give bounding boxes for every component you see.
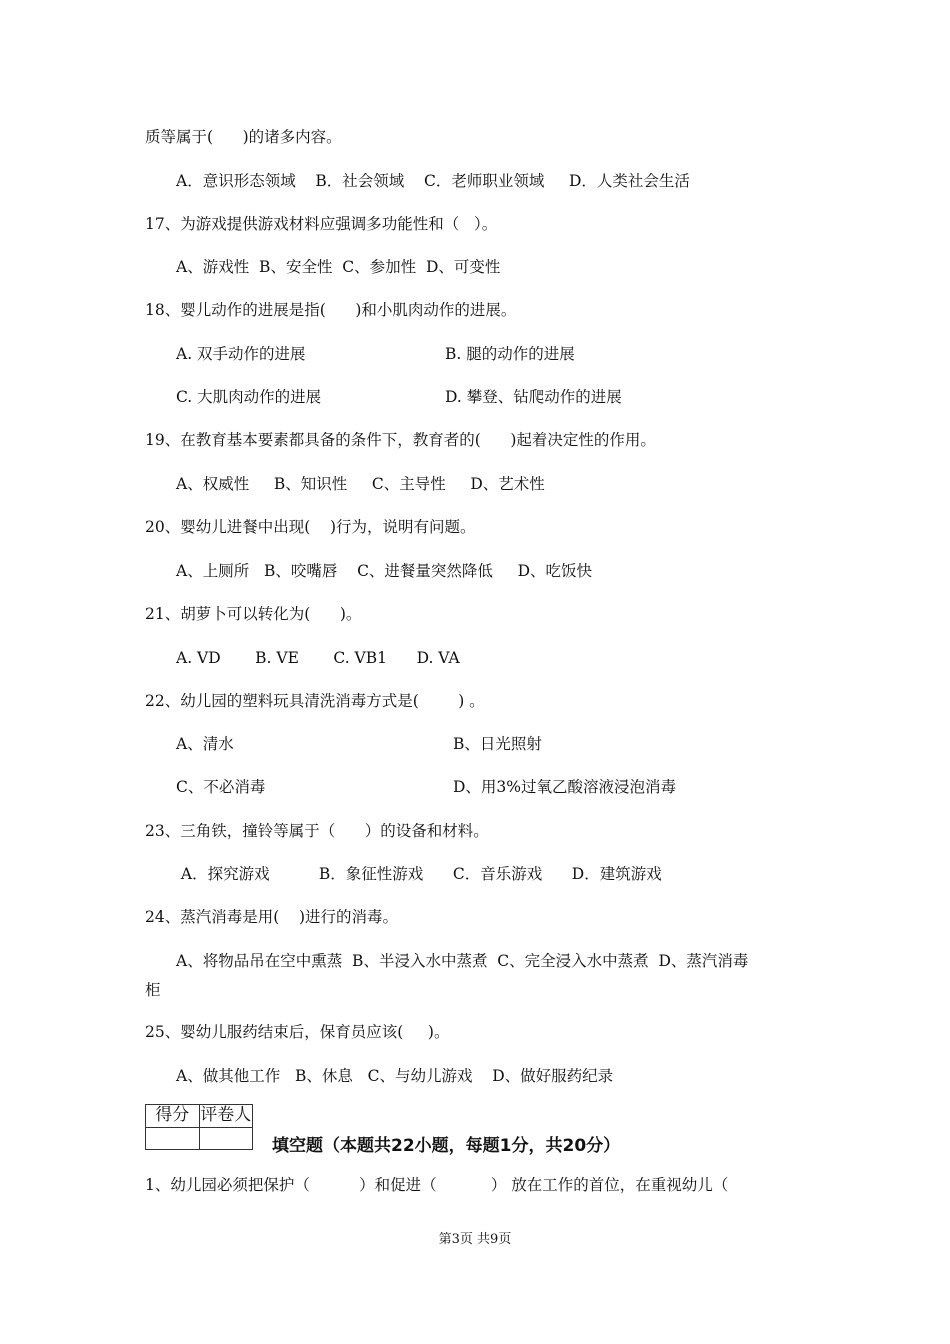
question-18-option-b: B. 腿的动作的进展 <box>445 345 575 363</box>
question-19-options: A、权威性 B、知识性 C、主导性 D、艺术性 <box>176 475 545 493</box>
question-18-option-d: D. 攀登、钻爬动作的进展 <box>445 388 622 406</box>
question-21: 21、胡萝卜可以转化为( )。 <box>145 605 362 623</box>
question-22-option-b: B、日光照射 <box>453 735 542 753</box>
question-23: 23、三角铁，撞铃等属于（ ）的设备和材料。 <box>145 822 489 840</box>
fill-question-1: 1、幼儿园必须把保护（ ）和促进（ ） 放在工作的首位，在重视幼儿（ <box>145 1176 729 1194</box>
question-21-options: A. VD B. VE C. VB1 D. VA <box>176 649 460 667</box>
question-16-continuation: 质等属于( )的诸多内容。 <box>145 128 342 146</box>
question-19: 19、在教育基本要素都具备的条件下，教育者的( )起着决定性的作用。 <box>145 431 656 449</box>
page-footer: 第3页 共9页 <box>438 1232 512 1247</box>
section-title-fill-in: 填空题（本题共22小题，每题1分，共20分） <box>272 1136 621 1156</box>
question-22-option-c: C、不必消毒 <box>176 778 266 796</box>
grader-label: 评卷人 <box>200 1105 252 1126</box>
question-24: 24、蒸汽消毒是用( )进行的消毒。 <box>145 908 399 926</box>
question-25-options: A、做其他工作 B、休息 C、与幼儿游戏 D、做好服药纪录 <box>176 1067 614 1085</box>
question-23-options: A．探究游戏 B．象征性游戏 C．音乐游戏 D．建筑游戏 <box>176 865 662 883</box>
question-16-options: A．意识形态领域 B．社会领域 C．老师职业领域 D．人类社会生活 <box>176 172 690 190</box>
question-25: 25、婴幼儿服药结束后，保育员应该( )。 <box>145 1023 450 1041</box>
grader-cell[interactable] <box>199 1127 253 1150</box>
question-18: 18、婴儿动作的进展是指( )和小肌肉动作的进展。 <box>145 301 517 319</box>
score-cell[interactable] <box>146 1127 200 1150</box>
question-18-option-a: A. 双手动作的进展 <box>176 345 306 363</box>
question-22: 22、幼儿园的塑料玩具清洗消毒方式是( ) 。 <box>145 692 485 710</box>
question-18-option-c: C. 大肌肉动作的进展 <box>176 388 322 406</box>
question-24-options-wrap: 柜 <box>145 981 161 999</box>
score-box <box>145 1104 253 1150</box>
score-label: 得分 <box>146 1105 200 1128</box>
question-20: 20、婴幼儿进餐中出现( )行为，说明有问题。 <box>145 518 476 536</box>
question-22-option-a: A、清水 <box>176 735 234 753</box>
question-17-options: A、游戏性 B、安全性 C、参加性 D、可变性 <box>176 258 501 276</box>
question-22-option-d: D、用3%过氧乙酸溶液浸泡消毒 <box>453 778 677 796</box>
question-24-options: A、将物品吊在空中熏蒸 B、半浸入水中蒸煮 C、完全浸入水中蒸煮 D、蒸汽消毒 <box>176 952 749 970</box>
question-17: 17、为游戏提供游戏材料应强调多功能性和（ ）。 <box>145 215 498 233</box>
question-20-options: A、上厕所 B、咬嘴唇 C、进餐量突然降低 D、吃饭快 <box>176 562 592 580</box>
